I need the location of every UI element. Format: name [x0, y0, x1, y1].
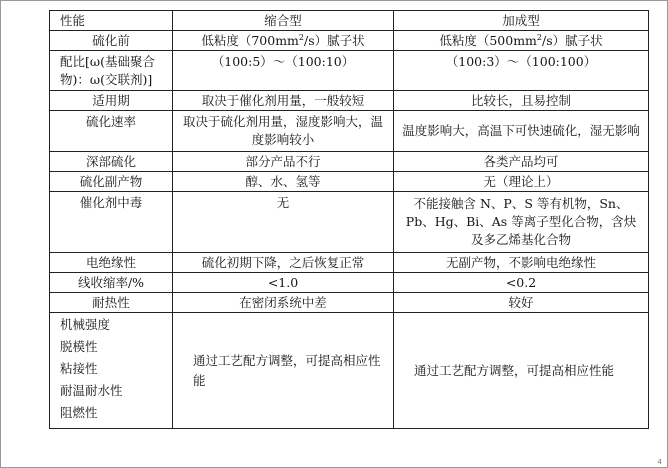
row-addition: 温度影响大，高温下可快速硫化，湿无影响: [394, 111, 649, 152]
header-addition: 加成型: [394, 11, 649, 31]
row-addition: 比较长，且易控制: [394, 91, 649, 111]
row-condensation: 在密闭系统中差: [173, 293, 394, 313]
row-condensation: 通过工艺配方调整，可提高相应性能: [173, 313, 394, 429]
row-condensation: 无: [173, 192, 394, 253]
property-item: 脱模性: [60, 339, 98, 354]
row-property: 适用期: [50, 91, 173, 111]
row-addition: 较好: [394, 293, 649, 313]
property-item: 耐温耐水性: [60, 383, 123, 398]
table-row: [50, 313, 649, 429]
table-row: [50, 31, 649, 51]
row-addition: 不能接触含 N、P、S 等有机物，Sn、Pb、Hg、Bi、As 等离子型化合物，含炔及多乙烯基化合物: [394, 192, 649, 253]
row-property: 耐热性: [50, 293, 173, 313]
property-item: 机械强度: [60, 317, 111, 332]
row-condensation: 醇、水、氢等: [173, 172, 394, 192]
table-row: [50, 273, 649, 293]
table-row: [50, 172, 649, 192]
table-row: [50, 192, 649, 253]
row-addition: 通过工艺配方调整，可提高相应性能: [394, 313, 649, 429]
header-row: [50, 11, 649, 31]
row-condensation: 取决于硫化剂用量，湿度影响大，温度影响较小: [173, 111, 394, 152]
row-property: 催化剂中毒: [50, 192, 173, 253]
property-list: [60, 314, 168, 424]
row-property: 深部硫化: [50, 152, 173, 172]
row-addition: 低粘度$(500mm^2/s)$腻子状: [394, 31, 649, 51]
row-condensation: （100:5）～（100:10）: [173, 51, 394, 91]
table-row: [50, 293, 649, 313]
row-condensation: 取决于催化剂用量，一般较短: [173, 91, 394, 111]
row-property: 硫化副产物: [50, 172, 173, 192]
row-property: 配比[ω(基础聚合物)：ω(交联剂)]: [50, 51, 173, 91]
row-condensation: <1.0: [173, 273, 394, 293]
row-addition: 无副产物，不影响电绝缘性: [394, 253, 649, 273]
table-row: [50, 253, 649, 273]
table-row: [50, 152, 649, 172]
property-item: 阻燃性: [60, 405, 98, 420]
row-property: 硫化速率: [50, 111, 173, 152]
row-condensation: 部分产品不行: [173, 152, 394, 172]
table-row: [50, 51, 649, 91]
row-addition: 无（理论上）: [394, 172, 649, 192]
comparison-table: [49, 10, 649, 429]
row-addition: （100:3）～（100:100）: [394, 51, 649, 91]
property-item: 粘接性: [60, 361, 98, 376]
corner-mark: 4: [657, 458, 662, 466]
table-row: [50, 111, 649, 152]
header-property: 性能: [50, 11, 173, 31]
row-condensation: 硫化初期下降，之后恢复正常: [173, 253, 394, 273]
row-condensation: 低粘度$(700mm^2/s)$腻子状: [173, 31, 394, 51]
row-property: [50, 313, 173, 429]
row-addition: 各类产品均可: [394, 152, 649, 172]
table-row: [50, 91, 649, 111]
row-addition: <0.2: [394, 273, 649, 293]
row-property: 硫化前: [50, 31, 173, 51]
row-property: 线收缩率/%: [50, 273, 173, 293]
header-condensation: 缩合型: [173, 11, 394, 31]
row-property: 电绝缘性: [50, 253, 173, 273]
